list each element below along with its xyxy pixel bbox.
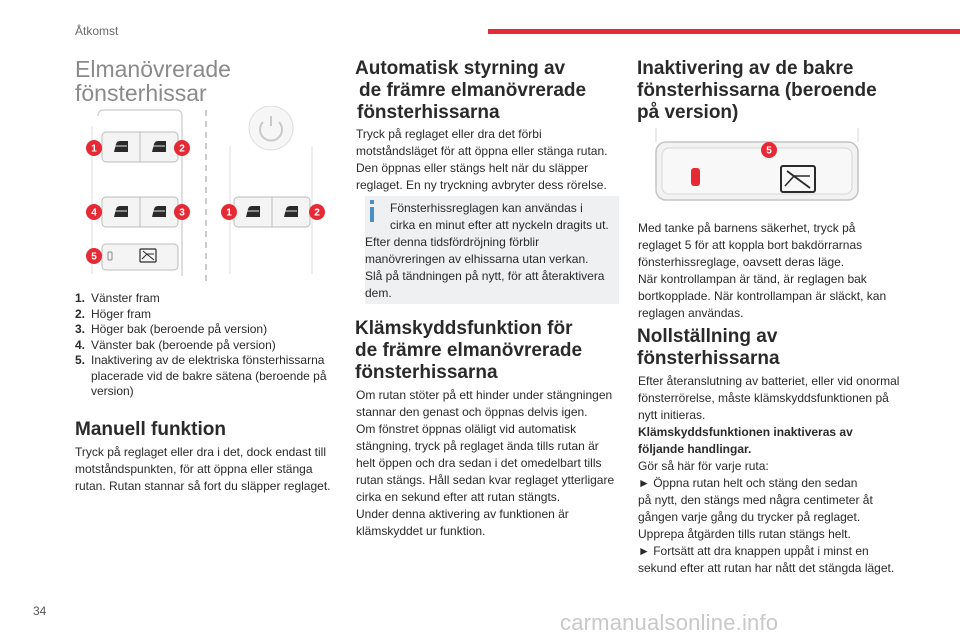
legend-list <box>75 291 335 400</box>
badge-2-label: 2 <box>179 143 185 155</box>
list-item: 2. Höger fram <box>75 306 152 321</box>
list-item: 1. Vänster fram <box>75 291 160 305</box>
info-note-text: Fönsterhissreglagen kan användas i cirka en minut efter att nyckeln dragits ut. Efter denna tidsfördröjning förblir manövreringen av elhissarna utan verkan. Slå på tändningen på nytt, för att återaktivera dem. <box>365 201 609 300</box>
page-title-line2: fönsterhissar <box>75 80 207 106</box>
rear-disable-text: Med tanke på barnens säkerhet, tryck på reglaget 5 för att koppla bort bakdörrarnas fönsterhissreglage, oavsett deras läge. När kontrollampan är tänd, är reglagen bak bortkopplade. När kontrollampan är släckt, kan reglagen användas. <box>638 221 887 320</box>
list-item: 5. Inaktivering av de elektriska fönsterhissarna placerade vid de bakre sätena (beroende på version) <box>75 353 327 398</box>
badge-5-rear-label: 5 <box>766 145 772 157</box>
badge-1-label: 1 <box>91 143 97 155</box>
reset-text: Efter återanslutning av batteriet, eller vid onormal fönsterrörelse, måste klämskyddsfunktionen på nytt initieras. Klämskyddsfunktionen inaktiveras av följande handlingar. Gör så här för varje ruta: ► Öppna rutan helt och stäng den sedan på nytt, den stängs med några centimeter åt gången varje gång du trycker på reglaget. Upprepa åtgärden tills rutan stängs helt. ► Fortsätt att dra knappen uppåt i minst en sekund efter att rutan har nått det stängda läget. <box>638 374 900 575</box>
manual-function-text: Tryck på reglaget eller dra i det, dock endast till motståndspunkten, för att öppna eller stänga rutan. Rutan stannar så fort du släpper reglaget. <box>75 445 331 493</box>
list-item: 3. Höger bak (beroende på version) <box>75 322 268 336</box>
auto-control-heading: Automatisk styrning av de främre elmanövrerade fönsterhissarna <box>355 58 587 123</box>
badge-2b-label: 2 <box>314 207 320 219</box>
header-accent-bar <box>488 29 960 34</box>
warning-lamp <box>691 168 700 186</box>
auto-control-text: Tryck på reglaget eller dra det förbi motståndsläget för att öppna eller stänga rutan. Den öppnas eller stängs helt när du släpper reglaget. En ny tryckning avbryter dess rörelse. <box>356 127 608 192</box>
badge-4-label: 4 <box>91 207 97 219</box>
rear-lock-figure <box>648 128 866 206</box>
badge-5-label: 5 <box>91 251 97 263</box>
badge-1b-label: 1 <box>226 207 232 219</box>
section-header: Åtkomst <box>75 24 119 38</box>
watermark: carmanualsonline.info <box>560 610 779 635</box>
pinch-protection-text: Om rutan stöter på ett hinder under stängningen stannar den genast och öppnas delvis igen. Om fönstret öppnas oläligt vid automatisk stängning, tryck på reglaget ända tills rutan är helt öppen och dra sedan i det omedelbart tills rutan stängs. Håll sedan kvar reglaget ytterligare cirka en sekund efter att rutan stängts. Under denna aktivering av funktionen är klämskyddet ur funktion. <box>356 388 615 538</box>
rear-disable-heading: Inaktivering av de bakre fönsterhissarna (beroende på version) <box>637 58 877 123</box>
badge-3-label: 3 <box>179 207 185 219</box>
list-item: 4. Vänster bak (beroende på version) <box>75 337 276 352</box>
pinch-protection-heading: Klämskyddsfunktion för de främre elmanövrerade fönsterhissarna <box>355 318 583 383</box>
page-number: 34 <box>33 604 47 618</box>
window-switches-figure <box>84 106 334 284</box>
page-title-line1: Elmanövrerade <box>75 56 231 82</box>
manual-function-heading: Manuell funktion <box>75 419 226 440</box>
reset-heading: Nollställning av fönsterhissarna <box>637 326 780 369</box>
